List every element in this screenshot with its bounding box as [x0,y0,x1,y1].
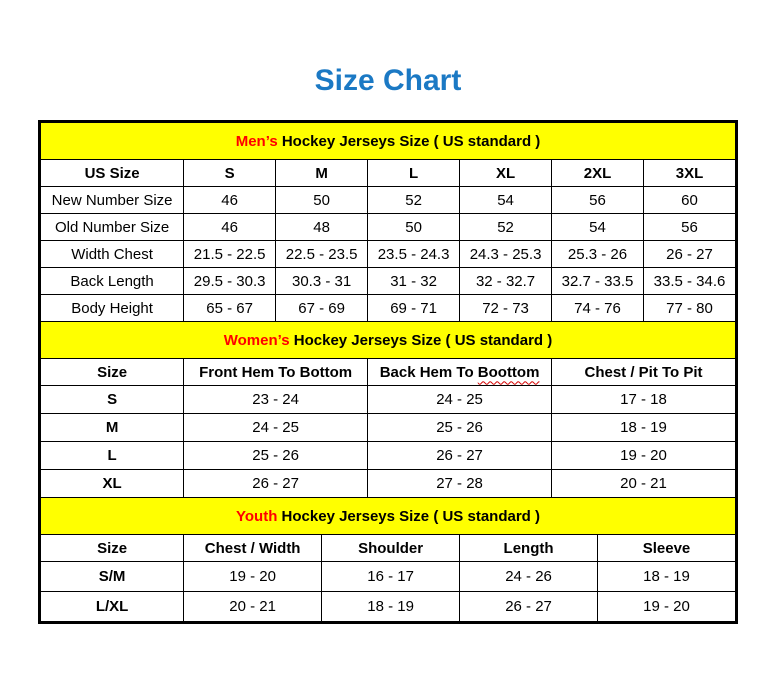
value-cell: 20 - 21 [552,470,736,498]
col-header-size: Size [41,359,184,386]
youth-section-title-text: Hockey Jerseys Size ( US standard ) [277,507,540,525]
value-cell: 24 - 26 [460,562,598,592]
col-header-chest-width: Chest / Width [184,535,322,562]
value-cell: 46 [184,214,276,241]
value-cell: 18 - 19 [322,592,460,622]
col-header-m: M [276,160,368,187]
value-cell: 32 - 32.7 [460,268,552,295]
value-cell: 19 - 20 [598,592,736,622]
value-cell: 48 [276,214,368,241]
value-cell: 77 - 80 [644,295,736,322]
value-cell: 16 - 17 [322,562,460,592]
value-cell: 18 - 19 [552,414,736,442]
value-cell: 23.5 - 24.3 [368,241,460,268]
col-header-length: Length [460,535,598,562]
size-chart-tables [38,120,738,624]
value-cell: 65 - 67 [184,295,276,322]
row-label: Body Height [41,295,184,322]
value-cell: 32.7 - 33.5 [552,268,644,295]
value-cell: 19 - 20 [184,562,322,592]
row-label: Old Number Size [41,214,184,241]
col-header-us-size: US Size [41,160,184,187]
col-header-2xl: 2XL [552,160,644,187]
table-row [41,592,736,622]
col-header-3xl: 3XL [644,160,736,187]
table-row [41,414,736,442]
mens-section-header [41,123,736,160]
col-header-shoulder: Shoulder [322,535,460,562]
value-cell: 26 - 27 [460,592,598,622]
value-cell: 67 - 69 [276,295,368,322]
value-cell: 50 [368,214,460,241]
value-cell: 26 - 27 [644,241,736,268]
value-cell: 24 - 25 [184,414,368,442]
table-row [41,187,736,214]
value-cell: 25 - 26 [368,414,552,442]
womens-size-table [40,321,736,498]
value-cell: 50 [276,187,368,214]
value-cell: 52 [368,187,460,214]
row-label: L/XL [41,592,184,622]
table-row [41,562,736,592]
value-cell: 29.5 - 30.3 [184,268,276,295]
row-label: Back Length [41,268,184,295]
row-label: S/M [41,562,184,592]
value-cell: 52 [460,214,552,241]
row-label: M [41,414,184,442]
value-cell: 24.3 - 25.3 [460,241,552,268]
youth-size-table [40,497,736,622]
col-header-size: Size [41,535,184,562]
col-header-back-hem [368,359,552,386]
value-cell: 26 - 27 [368,442,552,470]
col-header-sleeve: Sleeve [598,535,736,562]
page-title: Size Chart [314,64,462,97]
table-row [41,268,736,295]
value-cell: 72 - 73 [460,295,552,322]
table-row [41,214,736,241]
row-label: Width Chest [41,241,184,268]
value-cell: 54 [552,214,644,241]
value-cell: 54 [460,187,552,214]
table-row [41,498,736,535]
value-cell: 56 [552,187,644,214]
value-cell: 56 [644,214,736,241]
value-cell: 27 - 28 [368,470,552,498]
value-cell: 31 - 32 [368,268,460,295]
youth-section-accent-word: Youth [236,507,278,525]
back-hem-label-prefix: Back Hem To [379,363,478,381]
col-header-xl: XL [460,160,552,187]
table-row [41,241,736,268]
value-cell: 25 - 26 [184,442,368,470]
value-cell: 30.3 - 31 [276,268,368,295]
row-label: S [41,386,184,414]
value-cell: 19 - 20 [552,442,736,470]
value-cell: 22.5 - 23.5 [276,241,368,268]
mens-section-title-text: Hockey Jerseys Size ( US standard ) [277,132,541,150]
row-label: XL [41,470,184,498]
womens-section-accent-word: Women’s [223,331,290,349]
table-row [41,123,736,160]
col-header-l: L [368,160,460,187]
value-cell: 17 - 18 [552,386,736,414]
womens-section-title-text: Hockey Jerseys Size ( US standard ) [289,331,553,349]
table-row [41,322,736,359]
col-header-chest-pit: Chest / Pit To Pit [552,359,736,386]
mens-section-accent-word: Men’s [235,132,278,150]
table-row [41,535,736,562]
value-cell: 26 - 27 [184,470,368,498]
row-label: L [41,442,184,470]
col-header-s: S [184,160,276,187]
value-cell: 33.5 - 34.6 [644,268,736,295]
womens-section-header [41,322,736,359]
table-row [41,442,736,470]
table-row [41,295,736,322]
value-cell: 69 - 71 [368,295,460,322]
value-cell: 18 - 19 [598,562,736,592]
mens-size-table [40,122,736,322]
value-cell: 46 [184,187,276,214]
value-cell: 20 - 21 [184,592,322,622]
value-cell: 21.5 - 22.5 [184,241,276,268]
value-cell: 25.3 - 26 [552,241,644,268]
row-label: New Number Size [41,187,184,214]
youth-section-header [41,498,736,535]
table-row [41,470,736,498]
back-hem-misspelled-word: Boottom [477,363,540,381]
col-header-front-hem: Front Hem To Bottom [184,359,368,386]
value-cell: 24 - 25 [368,386,552,414]
table-row [41,386,736,414]
value-cell: 60 [644,187,736,214]
table-row [41,160,736,187]
value-cell: 74 - 76 [552,295,644,322]
value-cell: 23 - 24 [184,386,368,414]
table-row [41,359,736,386]
